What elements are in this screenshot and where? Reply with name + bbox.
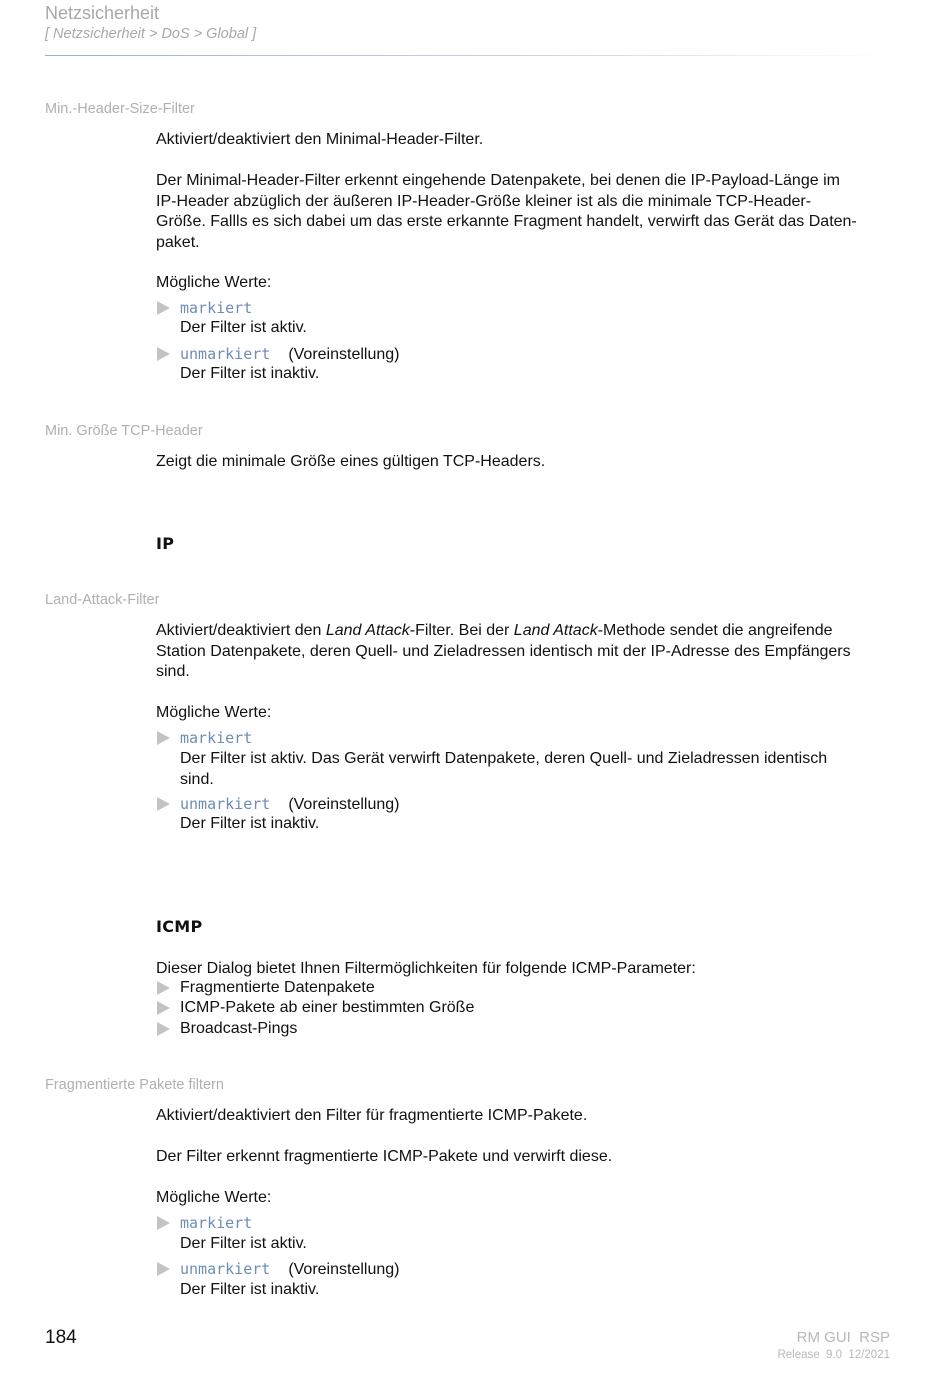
- value-description: [180, 749, 890, 790]
- possible-values-label: Mögliche Werte:: [156, 1189, 272, 1206]
- chapter-title: Netzsicherheit: [45, 3, 160, 23]
- value-option-checked: [180, 299, 252, 318]
- text-line: Der Filter ist aktiv. Das Gerät verwirft Datenpakete, deren Quell- und Zieladressen identisch: [180, 750, 828, 767]
- min-header-details: [156, 171, 896, 253]
- value-option-unchecked: [180, 795, 399, 814]
- breadcrumb: [ Netzsicherheit > DoS > Global ]: [45, 26, 257, 42]
- text-line: Der Minimal-Header-Filter erkennt eingehende Datenpakete, bei denen die IP-Payload-Länge im: [156, 172, 840, 189]
- document-id: RM GUI RSP: [796, 1329, 890, 1346]
- bullet-triangle-icon: [157, 301, 170, 315]
- value-code: unmarkiert: [180, 345, 271, 363]
- value-description: Der Filter ist inaktiv.: [180, 1281, 320, 1298]
- icmp-intro: Dieser Dialog bietet Ihnen Filtermöglichkeiten für folgende ICMP-Parameter:: [156, 960, 696, 977]
- text-line: sind.: [180, 770, 214, 788]
- value-option-checked: [180, 729, 252, 748]
- land-attack-description: [156, 621, 896, 683]
- value-option-unchecked: [180, 1260, 399, 1279]
- fragmented-description: Aktiviert/deaktiviert den Filter für fragmentierte ICMP-Pakete.: [156, 1107, 588, 1124]
- header-divider: [45, 55, 890, 56]
- text-line: sind.: [156, 663, 190, 680]
- default-note: (Voreinstellung): [288, 1261, 400, 1278]
- value-description: Der Filter ist inaktiv.: [180, 365, 320, 382]
- section-title-icmp: ICMP: [156, 917, 203, 936]
- param-label-fragmented: Fragmentierte Pakete filtern: [45, 1077, 224, 1093]
- text-line: Größe. Fallls es sich dabei um das erste erkannte Fragment handelt, verwirft das Gerät das Daten-: [156, 213, 857, 230]
- min-tcp-description: Zeigt die minimale Größe eines gültigen TCP-Headers.: [156, 453, 546, 470]
- list-item: Broadcast-Pings: [180, 1020, 298, 1037]
- default-note: (Voreinstellung): [288, 346, 400, 363]
- value-code: markiert: [180, 1214, 253, 1232]
- possible-values-label: Mögliche Werte:: [156, 704, 272, 721]
- text-line: paket.: [156, 233, 200, 251]
- default-note: (Voreinstellung): [288, 796, 400, 813]
- value-code: unmarkiert: [180, 795, 271, 813]
- list-item: Fragmentierte Datenpakete: [180, 979, 375, 996]
- value-option-unchecked: [180, 345, 399, 364]
- param-label-min-tcp: Min. Größe TCP-Header: [45, 423, 203, 439]
- param-label-min-header: Min.-Header-Size-Filter: [45, 101, 195, 117]
- bullet-triangle-icon: [157, 731, 170, 745]
- bullet-triangle-icon: [157, 1022, 170, 1036]
- value-description: Der Filter ist aktiv.: [180, 1235, 307, 1252]
- min-header-description: Aktiviert/deaktiviert den Minimal-Header-Filter.: [156, 131, 484, 148]
- list-item: ICMP-Pakete ab einer bestimmten Größe: [180, 999, 475, 1016]
- bullet-triangle-icon: [157, 1001, 170, 1015]
- value-code: unmarkiert: [180, 1260, 271, 1278]
- value-code: markiert: [180, 299, 253, 317]
- bullet-triangle-icon: [157, 1216, 170, 1230]
- bullet-triangle-icon: [157, 797, 170, 811]
- text-line: Station Datenpakete, deren Quell- und Zieladressen identisch mit der IP-Adresse des Empfängers: [156, 642, 851, 660]
- value-option-checked: [180, 1214, 252, 1233]
- fragmented-details: Der Filter erkennt fragmentierte ICMP-Pakete und verwirft diese.: [156, 1148, 613, 1165]
- text-line: Aktiviert/deaktiviert den Land Attack-Filter. Bei der Land Attack-Methode sendet die angreifende: [156, 622, 833, 639]
- bullet-triangle-icon: [157, 347, 170, 361]
- bullet-triangle-icon: [157, 1262, 170, 1276]
- text-line: IP-Header abzüglich der äußeren IP-Header-Größe kleiner ist als die minimale TCP-Header-: [156, 192, 812, 210]
- param-label-land-attack: Land-Attack-Filter: [45, 592, 160, 608]
- value-code: markiert: [180, 729, 253, 747]
- value-description: Der Filter ist inaktiv.: [180, 815, 320, 832]
- page-number: 184: [45, 1327, 77, 1348]
- possible-values-label: Mögliche Werte:: [156, 274, 272, 291]
- value-description: Der Filter ist aktiv.: [180, 319, 307, 336]
- bullet-triangle-icon: [157, 981, 170, 995]
- section-title-ip: IP: [156, 534, 175, 553]
- release-info: Release 9.0 12/2021: [777, 1349, 890, 1361]
